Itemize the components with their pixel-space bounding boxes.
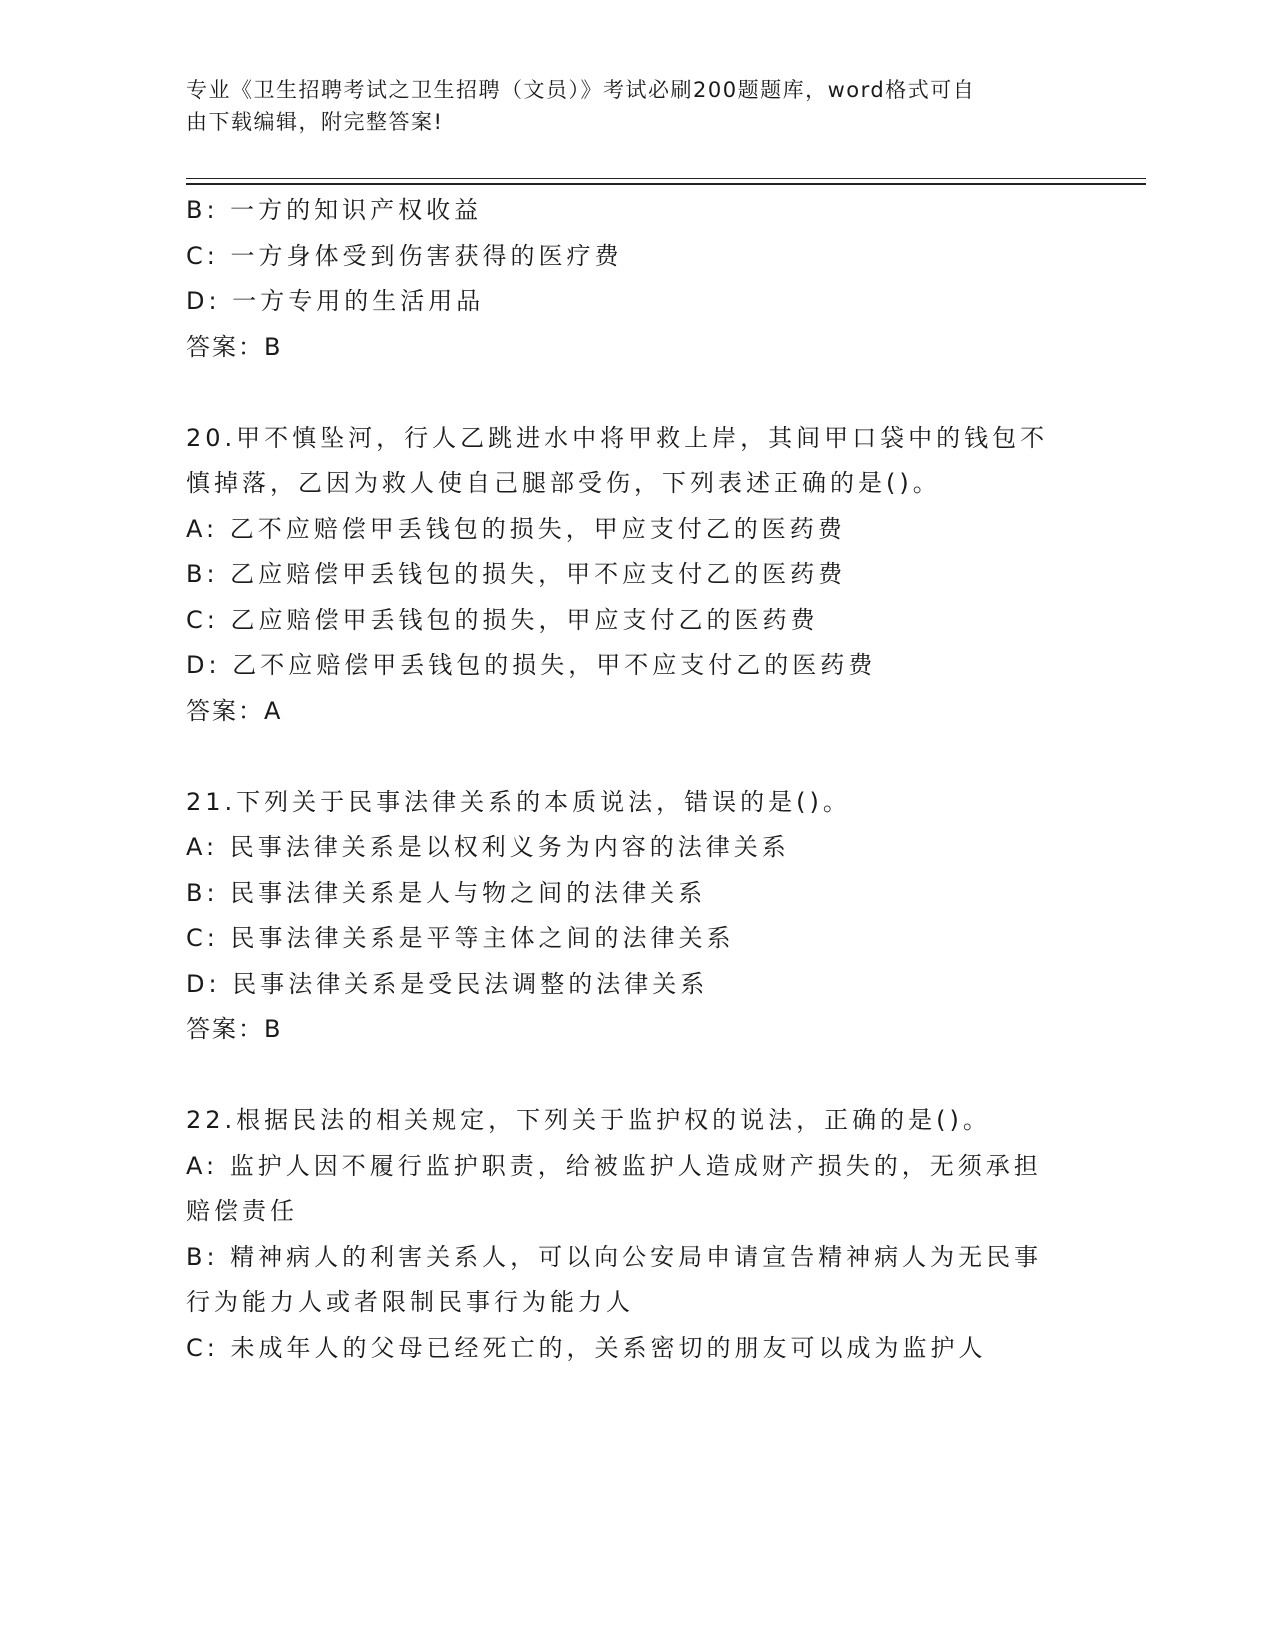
question-list	[186, 188, 1086, 1371]
header-rule-thick	[186, 183, 1146, 185]
question-stem: 20.甲不慎坠河，行人乙跳进水中将甲救上岸，其间甲口袋中的钱包不	[186, 423, 1049, 452]
option-a: A: 民事法律关系是以权利义务为内容的法律关系	[186, 833, 790, 861]
header-line-2: 由下载编辑，附完整答案!	[186, 110, 444, 134]
header-line-1: 专业《卫生招聘考试之卫生招聘（文员）》考试必刷200题题库，word格式可自	[186, 78, 976, 102]
option-d: D: 民事法律关系是受民法调整的法律关系	[186, 969, 709, 998]
option-a: A: 监护人因不履行监护职责，给被监护人造成财产损失的，无须承担	[186, 1151, 1042, 1180]
question-stem: 22.根据民法的相关规定，下列关于监护权的说法，正确的是()。	[186, 1106, 991, 1134]
option-d: D: 乙不应赔偿甲丢钱包的损失，甲不应支付乙的医药费	[186, 651, 877, 679]
option-b-cont: 行为能力人或者限制民事行为能力人	[186, 1288, 634, 1316]
answer-line: 答案：A	[186, 696, 283, 725]
spacer	[186, 370, 1086, 416]
option-c: C: 民事法律关系是平等主体之间的法律关系	[186, 924, 735, 952]
spacer	[186, 1053, 1086, 1099]
option-b: B: 民事法律关系是人与物之间的法律关系	[186, 878, 707, 907]
spacer	[186, 734, 1086, 780]
page-header	[186, 74, 1086, 138]
option-a-cont: 赔偿责任	[186, 1197, 298, 1225]
answer-line: 答案：B	[186, 1015, 283, 1043]
header-rule-thin	[186, 178, 1146, 179]
option-b: B: 精神病人的利害关系人，可以向公安局申请宣告精神病人为无民事	[186, 1242, 1043, 1271]
option-c: C: 一方身体受到伤害获得的医疗费	[186, 241, 623, 270]
option-c: C: 乙应赔偿甲丢钱包的损失，甲应支付乙的医药费	[186, 605, 819, 634]
option-b: B: 一方的知识产权收益	[186, 196, 483, 224]
option-b: B: 乙应赔偿甲丢钱包的损失，甲不应支付乙的医药费	[186, 560, 847, 588]
option-c: C: 未成年人的父母已经死亡的，关系密切的朋友可以成为监护人	[186, 1333, 987, 1362]
question-stem-cont: 慎掉落，乙因为救人使自己腿部受伤，下列表述正确的是()。	[186, 469, 941, 497]
option-a: A: 乙不应赔偿甲丢钱包的损失，甲应支付乙的医药费	[186, 514, 846, 543]
option-d: D: 一方专用的生活用品	[186, 287, 485, 315]
answer-line: 答案：B	[186, 332, 283, 361]
question-stem: 21.下列关于民事法律关系的本质说法，错误的是()。	[186, 787, 851, 816]
